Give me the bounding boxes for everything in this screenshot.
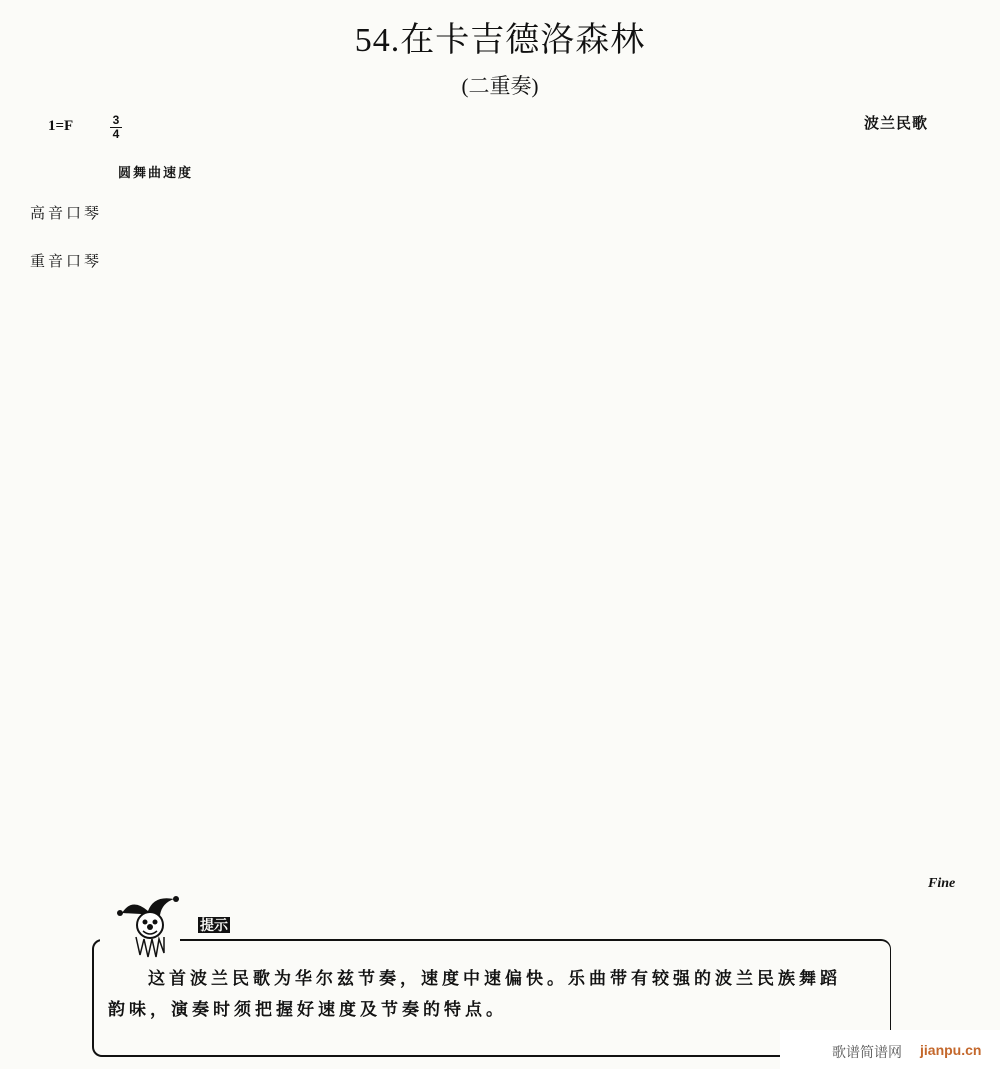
fine-marking: Fine — [928, 876, 956, 891]
tip-text-line-2: 韵味，演奏时须把握好速度及节奏的特点。 — [108, 1000, 507, 1020]
part-label-lower: 重音口琴 — [30, 253, 103, 270]
composer: 波兰民歌 — [864, 115, 929, 132]
tip-text — [108, 964, 878, 1026]
time-signature-bottom: 4 — [112, 127, 120, 141]
watermark-site-name: 歌谱简谱网 — [832, 1044, 902, 1060]
time-signature — [110, 114, 122, 141]
page-title: 54.在卡吉德洛森林 — [354, 22, 646, 59]
page-subtitle: (二重奏) — [461, 74, 539, 98]
key-signature: 1=F — [48, 118, 74, 134]
jester-icon — [112, 893, 188, 965]
tip-text-line-1: 这首波兰民歌为华尔兹节奏，速度中速偏快。乐曲带有较强的波兰民族舞蹈 — [148, 969, 841, 989]
tempo-marking: 圆舞曲速度 — [118, 165, 194, 180]
part-label-upper: 高音口琴 — [30, 205, 103, 222]
watermark-url: jianpu.cn — [920, 1042, 982, 1058]
tip-title: 提示 — [200, 917, 228, 933]
watermark — [780, 1030, 1000, 1069]
time-signature-top: 3 — [112, 113, 120, 127]
